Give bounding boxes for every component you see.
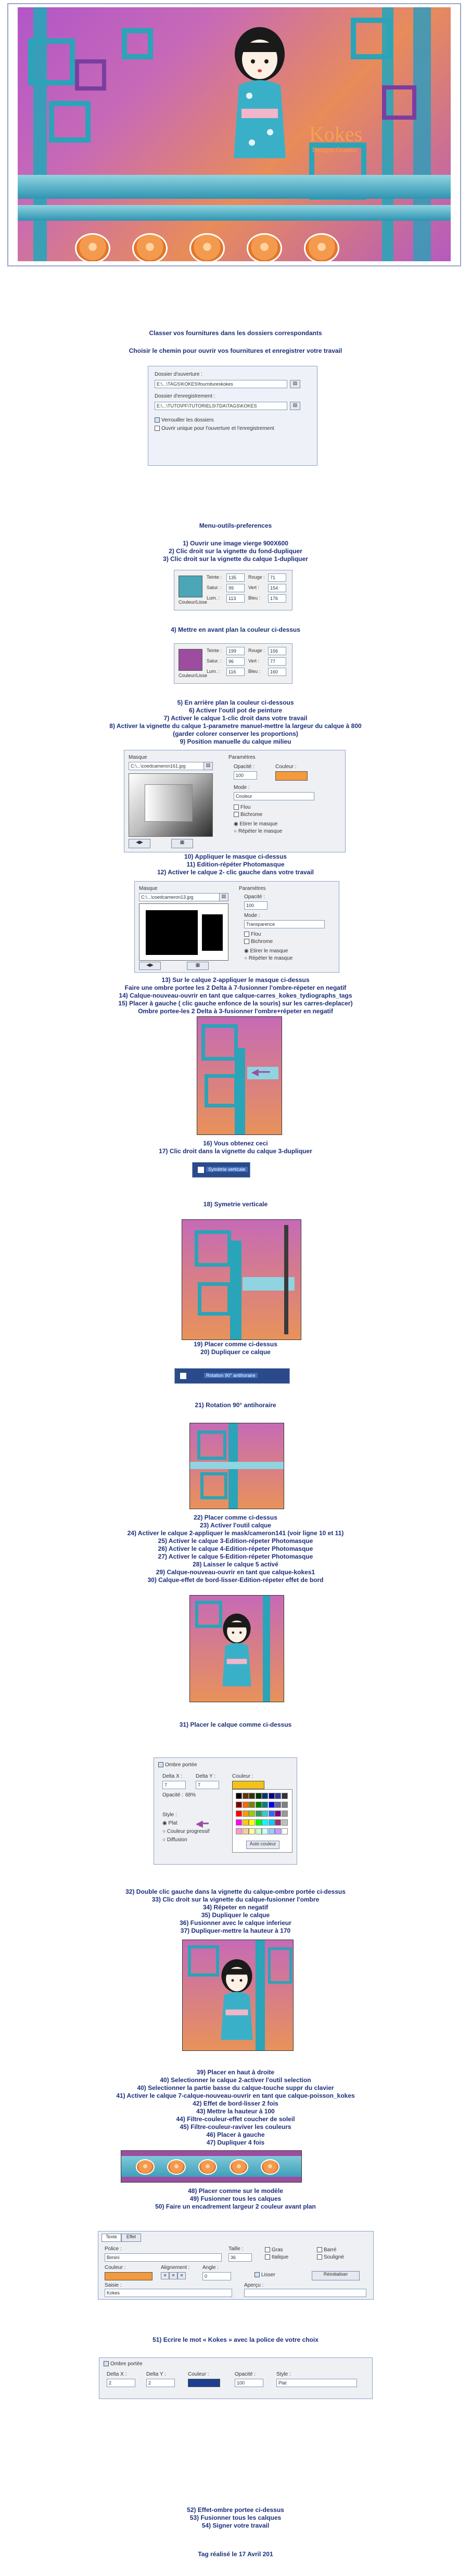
step-22: 22) Placer comme ci-dessus: [194, 1514, 277, 1521]
open-folder-label: Dossier d'ouverture :: [155, 372, 202, 377]
delta-x-label: Delta X :: [162, 1774, 183, 1779]
stretch-mask-radio[interactable]: ◉ Etirer le masque: [244, 948, 288, 954]
drop-shadow-label: Ombre portée: [165, 1762, 197, 1768]
step-47: 47) Dupliquer 4 fois: [206, 2139, 265, 2146]
step-32: 32) Double clic gauche dans la vignette du calque-ombre portée ci-dessus: [125, 1888, 346, 1895]
palette-swatch[interactable]: [249, 1828, 255, 1834]
drop-shadow-label: Ombre portée: [110, 2361, 143, 2367]
step-42: 42) Effet de bord-lisser 2 fois: [193, 2100, 278, 2107]
kokeshi-doll-image: [216, 1956, 258, 2044]
step-4: 4) Mettre en avant plan la couleur ci-dessus: [171, 626, 300, 633]
layer-thumbnail-icon: [180, 1373, 186, 1379]
step-9: 9) Position manuelle du calque milieu: [180, 738, 291, 745]
step-49: 49) Fusionner tous les calques: [189, 2195, 282, 2202]
opacity-label: Opacité :: [234, 764, 255, 770]
mode-label: Mode :: [234, 785, 250, 790]
drop-shadow-dialog-1: [154, 1757, 297, 1865]
palette-swatch[interactable]: [275, 1828, 281, 1834]
step-40-note: 40) Selectionner la partie basse du calque-touche suppr du clavier: [137, 2084, 334, 2092]
color-swatch[interactable]: [232, 1781, 264, 1789]
palette-swatch[interactable]: [275, 1802, 281, 1808]
input-label: Saisie :: [105, 2282, 122, 2288]
mask-label: Masque: [139, 886, 158, 891]
step-34: 34) Répeter en negatif: [202, 1904, 269, 1911]
step-24: 24) Activer le calque 2-appliquer le mask/cameron141 (voir ligne 10 et 11): [127, 1529, 344, 1537]
size-label: Taille :: [228, 2246, 244, 2252]
intro-line-2: Choisir le chemin pour ouvrir vos fournitures et enregistrer votre travail: [129, 347, 342, 354]
saturation-field[interactable]: 99: [226, 584, 245, 592]
menu-item-vertical-flip[interactable]: Symétrie verticale: [206, 1167, 248, 1172]
params-label: Paramètres: [228, 755, 256, 760]
antialias-label: Lisser: [261, 2272, 275, 2278]
palette-swatch[interactable]: [262, 1802, 268, 1808]
step-40: 40) Selectionner le calque 2-activer l'outil selection: [160, 2076, 311, 2084]
step-26: 26) Activer le calque 4-Edition-répeter Photomasque: [158, 1545, 313, 1552]
opacity-field[interactable]: 100: [244, 901, 268, 910]
lock-folders-label: Verrouiller les dossiers: [161, 417, 214, 423]
bold-label: Gras: [272, 2247, 283, 2253]
save-folder-field[interactable]: E:\...\TUTO\PF\TUTORIELS\TDA\TAGS\KOKES: [155, 402, 287, 410]
palette-swatch[interactable]: [262, 1819, 268, 1826]
palette-swatch[interactable]: [269, 1810, 275, 1817]
step-33: 33) Clic droit sur la vignette du calque-fusionner l'ombre: [151, 1896, 320, 1903]
palette-swatch[interactable]: [243, 1802, 249, 1808]
reset-button[interactable]: Réinitialiser: [312, 2271, 360, 2280]
square-decoration: [49, 101, 91, 143]
palette-swatch[interactable]: [243, 1828, 249, 1834]
color-swatch[interactable]: [188, 2379, 220, 2387]
lightness-label: Lum. :: [207, 669, 220, 674]
browse-left-button[interactable]: ◀▶: [129, 839, 150, 848]
color-label: Couleur :: [105, 2265, 126, 2271]
step-29: 29) Calque-nouveau-ouvrir en tant que calque-kokes1: [156, 1568, 315, 1576]
bichrome-checkbox[interactable]: [244, 939, 273, 945]
stretch-mask-radio[interactable]: ◉ Etirer le masque: [234, 821, 278, 827]
lightness-field[interactable]: 116: [226, 668, 245, 676]
palette-swatch[interactable]: [269, 1819, 275, 1826]
palette-swatch[interactable]: [269, 1793, 275, 1799]
color-swatch: [179, 576, 202, 597]
style-gradient-radio[interactable]: ○ Couleur progressif: [162, 1829, 210, 1834]
browse-left-button[interactable]: ◀▶: [139, 962, 161, 970]
color-swatch[interactable]: [105, 2272, 152, 2280]
delta-x-field[interactable]: 2: [107, 2379, 135, 2387]
text-input[interactable]: Kokes: [105, 2289, 232, 2297]
font-label: Police :: [105, 2246, 122, 2252]
blue-label: Bleu :: [248, 669, 261, 674]
mode-label: Mode :: [244, 913, 260, 919]
fish-ornament: [189, 233, 225, 261]
style-diffuse-radio[interactable]: ○ Diffusion: [162, 1837, 187, 1843]
tab-effect[interactable]: Effet: [121, 2234, 141, 2242]
teal-band: [18, 205, 451, 221]
intro-line-1: Classer vos fournitures dans les dossiers correspondants: [149, 329, 322, 337]
footer-note: Tag réalisé le 17 Avril 201: [198, 2551, 273, 2558]
menu-strip-1: [192, 1162, 250, 1178]
color-label: Couleur :: [232, 1774, 253, 1779]
opacity-value[interactable]: 68%: [185, 1792, 196, 1798]
grid-view-button[interactable]: ▦: [187, 962, 209, 970]
palette-grid: [236, 1793, 289, 1838]
palette-swatch[interactable]: [275, 1793, 281, 1799]
mask-file-field[interactable]: C:\...\coedcameron161.jpg: [129, 762, 204, 770]
step-3: 3) Clic droit sur la vignette du calque 1-dupliquer: [163, 555, 308, 563]
result-preview-2: [182, 1219, 301, 1340]
repeat-mask-radio[interactable]: ○ Répéter le masque: [234, 828, 283, 834]
drop-shadow-checkbox[interactable]: [104, 2361, 143, 2367]
step-15-note: Ombre portee-les 2 Delta à 3-fusionner l'ombre+répeter en negatif: [138, 1008, 333, 1015]
blur-label: Flou: [240, 805, 251, 810]
preview-box: [244, 2289, 366, 2297]
mask-dialog-2: [134, 881, 339, 973]
delta-y-field[interactable]: 2: [146, 2379, 175, 2387]
red-label: Rouge :: [248, 648, 265, 653]
lock-folders-checkbox[interactable]: [155, 417, 214, 423]
saturation-label: Satur. :: [207, 585, 222, 590]
step-8: 8) Activer la vignette du calque 1-parametre manuel-mettre la largeur du calque à 800: [109, 722, 362, 730]
delta-y-label: Delta Y :: [146, 2371, 166, 2377]
auto-color-button[interactable]: Auto couleur: [246, 1841, 279, 1849]
repeat-mask-label: Répéter le masque: [238, 828, 283, 834]
result-preview-4: [189, 1595, 284, 1702]
square-decoration: [122, 28, 153, 59]
palette-swatch[interactable]: [282, 1793, 288, 1799]
color-values-panel-1: [174, 570, 292, 610]
style-diffuse-label: Diffusion: [167, 1837, 187, 1843]
result-preview-3: [189, 1423, 284, 1509]
opacity-field[interactable]: 100: [234, 771, 257, 780]
green-field[interactable]: 154: [268, 584, 286, 592]
delta-x-field[interactable]: 7: [162, 1781, 186, 1789]
alignment-label: Alignement :: [161, 2265, 190, 2271]
palette-swatch[interactable]: [282, 1828, 288, 1834]
fish-ornament: [132, 233, 168, 261]
repeat-mask-radio[interactable]: ○ Répéter le masque: [244, 955, 293, 961]
palette-swatch[interactable]: [243, 1810, 249, 1817]
step-43: 43) Mettre la hauteur à 100: [196, 2108, 275, 2115]
stretch-mask-label: Etirer le masque: [250, 948, 288, 954]
step-14: 14) Calque-nouveau-ouvrir en tant que calque-carres_kokes_tydiographs_tags: [119, 992, 352, 999]
palette-swatch[interactable]: [249, 1819, 255, 1826]
result-preview-1: [197, 1016, 282, 1135]
green-label: Vert :: [248, 658, 260, 664]
menu-item-rotate[interactable]: Rotation 90° antihoraire: [204, 1373, 258, 1378]
align-center-icon[interactable]: ≡: [169, 2272, 177, 2279]
step-25: 25) Activer le calque 3-Edition-répeter Photomasque: [158, 1537, 313, 1545]
hue-label: Teinte :: [207, 575, 222, 580]
color-values-panel-2: [174, 643, 292, 684]
teal-band: [18, 175, 451, 199]
step-23: 23) Activer l'outil calque: [199, 1522, 272, 1529]
color-palette-popup: [232, 1789, 292, 1853]
palette-swatch[interactable]: [236, 1802, 242, 1808]
style-select[interactable]: Plat: [276, 2379, 357, 2387]
underline-checkbox[interactable]: [317, 2254, 344, 2260]
preferences-dialog: [148, 366, 317, 466]
step-37: 37) Dupliquer-mettre la hauteur à 170: [180, 1927, 291, 1934]
antialias-checkbox[interactable]: [254, 2272, 275, 2278]
step-51: 51) Ecrire le mot « Kokes » avec la police de votre choix: [152, 2336, 319, 2343]
mask-label: Masque: [129, 755, 147, 760]
style-label: Style :: [276, 2371, 291, 2377]
bichrome-checkbox[interactable]: [234, 812, 262, 818]
step-1: 1) Ouvrir une image vierge 900X600: [183, 540, 288, 547]
open-folder-field[interactable]: E:\...\TAGS\KOKES\fournitureskokes: [155, 380, 287, 388]
mode-select[interactable]: Couleur: [234, 792, 314, 800]
banner-frame: [7, 3, 461, 266]
palette-swatch[interactable]: [282, 1802, 288, 1808]
square-decoration: [75, 59, 106, 91]
lightness-field[interactable]: 113: [226, 594, 245, 603]
mode-select[interactable]: Transparence: [244, 920, 325, 928]
palette-swatch[interactable]: [236, 1810, 242, 1817]
underline-label: Souligné: [324, 2254, 344, 2260]
green-field[interactable]: 77: [268, 657, 286, 666]
palette-swatch[interactable]: [282, 1819, 288, 1826]
step-21: 21) Rotation 90° antihoraire: [195, 1401, 276, 1409]
saturation-field[interactable]: 96: [226, 657, 245, 666]
kokeshi-doll-image: [226, 23, 294, 163]
strike-label: Barré: [324, 2247, 337, 2253]
mask-preview: [129, 773, 213, 837]
step-53: 53) Fusionner tous les calques: [189, 2514, 282, 2521]
green-label: Vert :: [248, 585, 260, 590]
style-flat-label: Plat: [168, 1820, 177, 1826]
palette-swatch[interactable]: [236, 1819, 242, 1826]
step-54: 54) Signer votre travail: [201, 2522, 270, 2529]
step-46: 46) Placer à gauche: [206, 2131, 265, 2138]
palette-swatch[interactable]: [269, 1828, 275, 1834]
banner-artwork: [18, 7, 451, 261]
bichrome-label: Bichrome: [251, 939, 273, 945]
preview-label: Aperçu :: [244, 2282, 264, 2288]
size-field[interactable]: 36: [228, 2253, 252, 2262]
fish-band-preview: [121, 2150, 302, 2183]
opacity-label: Opacité :: [162, 1792, 184, 1798]
step-8-note: (garder colorer conserver les proportions): [173, 730, 298, 737]
hue-field[interactable]: 135: [226, 573, 245, 582]
color-swatch[interactable]: [275, 771, 308, 781]
step-20: 20) Dupliquer ce calque: [200, 1348, 271, 1356]
red-field[interactable]: 71: [268, 573, 286, 582]
red-label: Rouge :: [248, 575, 265, 580]
single-folder-label: Ouvrir unique pour l'ouverture et l'enregistrement: [161, 426, 274, 431]
result-preview-5: [182, 1940, 294, 2051]
palette-swatch[interactable]: [256, 1819, 262, 1826]
layer-thumbnail-icon: [198, 1167, 204, 1173]
step-35: 35) Dupliquer le calque: [201, 1911, 270, 1919]
step-7: 7) Activer le calque 1-clic droit dans votre travail: [163, 715, 308, 722]
brand-name: Kokes: [309, 122, 363, 146]
step-6: 6) Activer l'outil pot de peinture: [188, 707, 283, 714]
align-right-icon[interactable]: ≡: [177, 2272, 186, 2279]
palette-swatch[interactable]: [236, 1793, 242, 1799]
delta-y-label: Delta Y :: [196, 1774, 215, 1779]
step-27: 27) Activer le calque 5-Edition-répeter Photomasque: [158, 1553, 313, 1560]
angle-field[interactable]: 0: [202, 2272, 231, 2280]
save-folder-label: Dossier d'enregistrement :: [155, 393, 215, 399]
step-11: 11) Edition-répéter Photomasque: [186, 861, 285, 868]
folder-browse-icon[interactable]: ▤: [203, 762, 213, 770]
style-flat-radio[interactable]: ◉ Plat: [162, 1820, 177, 1826]
single-folder-checkbox[interactable]: [155, 426, 274, 431]
step-17: 17) Clic droit dans la vignette du calque 3-dupliquer: [159, 1147, 312, 1155]
color-label: Couleur :: [275, 764, 297, 770]
brand-subtitle: Designs.Graphic: [312, 146, 358, 154]
step-45: 45) Filtre-couleur-raviver les couleurs: [180, 2123, 291, 2131]
step-44: 44) Filtre-couleur-effet coucher de soleil: [176, 2115, 295, 2123]
step-39: 39) Placer en haut à droite: [196, 2069, 275, 2076]
palette-swatch[interactable]: [249, 1793, 255, 1799]
palette-swatch[interactable]: [269, 1802, 275, 1808]
color-swatch: [179, 649, 202, 671]
opacity-field[interactable]: 100: [235, 2379, 263, 2387]
hue-field[interactable]: 199: [226, 647, 245, 655]
blur-checkbox[interactable]: [244, 932, 261, 937]
opacity-label: Opacité :: [244, 894, 265, 900]
blur-checkbox[interactable]: [234, 805, 250, 810]
fish-ornament: [75, 233, 110, 261]
mask-preview: [139, 903, 228, 961]
kokeshi-doll-image: [218, 1606, 256, 1694]
italic-checkbox[interactable]: [265, 2254, 288, 2260]
repeat-mask-label: Répéter le masque: [248, 955, 293, 961]
blue-field[interactable]: 176: [268, 594, 286, 603]
step-menu: Menu-outils-preferences: [199, 522, 272, 529]
step-16: 16) Vous obtenez ceci: [203, 1140, 268, 1147]
hue-label: Teinte :: [207, 648, 222, 653]
step-5: 5) En arrière plan la couleur ci-dessous: [177, 699, 294, 706]
angle-label: Angle :: [202, 2265, 219, 2271]
square-decoration: [28, 39, 75, 85]
palette-swatch[interactable]: [236, 1828, 242, 1834]
palette-swatch[interactable]: [256, 1810, 262, 1817]
palette-swatch[interactable]: [249, 1802, 255, 1808]
delta-y-field[interactable]: 7: [196, 1781, 219, 1789]
mask-file-field[interactable]: C:\...\coedcameron13.jpg: [139, 893, 220, 901]
color-label: Couleur :: [188, 2371, 209, 2377]
style-gradient-label: Couleur progressif: [167, 1829, 210, 1834]
step-13: 13) Sur le calque 2-appliquer le masque ci-dessus: [161, 976, 310, 984]
teal-stripe: [413, 7, 431, 261]
opacity-label: Opacité :: [235, 2371, 256, 2377]
square-decoration: [351, 18, 392, 59]
step-48: 48) Placer comme sur le modèle: [188, 2187, 283, 2195]
step-10: 10) Appliquer le masque ci-dessus: [184, 853, 287, 860]
arrow-icon: ◀━━: [251, 1067, 270, 1077]
folder-browse-icon[interactable]: ▤: [290, 402, 300, 410]
palette-swatch[interactable]: [262, 1810, 268, 1817]
drop-shadow-checkbox[interactable]: [158, 1762, 197, 1768]
palette-swatch[interactable]: [262, 1793, 268, 1799]
mask-dialog-1: [124, 750, 346, 852]
saturation-label: Satur. :: [207, 658, 222, 664]
palette-swatch[interactable]: [249, 1810, 255, 1817]
blue-field[interactable]: 160: [268, 668, 286, 676]
bold-checkbox[interactable]: [265, 2247, 283, 2253]
style-label: Style :: [162, 1812, 177, 1818]
align-left-icon[interactable]: ≡: [161, 2272, 169, 2279]
blue-label: Bleu :: [248, 595, 261, 601]
drop-shadow-dialog-2: [99, 2357, 373, 2399]
strike-checkbox[interactable]: [317, 2247, 336, 2253]
lightness-label: Lum. :: [207, 595, 220, 601]
italic-label: Italique: [272, 2254, 289, 2260]
palette-swatch[interactable]: [256, 1793, 262, 1799]
folder-browse-icon[interactable]: ▤: [219, 893, 228, 901]
grid-view-button[interactable]: ▦: [171, 839, 193, 848]
stretch-mask-label: Etirer le masque: [239, 821, 278, 827]
step-31: 31) Placer le calque comme ci-dessus: [179, 1721, 292, 1728]
color-mode-label: Couleur/Lisse: [179, 673, 208, 678]
palette-swatch[interactable]: [243, 1819, 249, 1826]
folder-browse-icon[interactable]: ▤: [290, 380, 300, 388]
palette-swatch[interactable]: [262, 1828, 268, 1834]
palette-swatch[interactable]: [243, 1793, 249, 1799]
step-13-note: Faire une ombre portee les 2 Delta à 7-fusionner l'ombre-répeter en negatif: [124, 984, 347, 991]
step-28: 28) Laisser le calque 5 activé: [193, 1561, 278, 1568]
step-50: 50) Faire un encadrement largeur 2 couleur avant plan: [155, 2203, 316, 2210]
blur-label: Flou: [251, 932, 261, 937]
font-select[interactable]: Bimini: [105, 2253, 222, 2262]
step-19: 19) Placer comme ci-dessus: [194, 1341, 277, 1348]
text-dialog: [98, 2231, 374, 2300]
red-field[interactable]: 156: [268, 647, 286, 655]
palette-swatch[interactable]: [275, 1819, 281, 1826]
tab-text[interactable]: Texte: [101, 2234, 121, 2242]
step-18: 18) Symetrie verticale: [203, 1201, 268, 1208]
step-12: 12) Activer le calque 2- clic gauche dans votre travail: [157, 869, 314, 876]
params-label: Paramètres: [239, 886, 266, 891]
palette-swatch[interactable]: [256, 1802, 262, 1808]
arrow-icon: ◀━: [196, 1818, 209, 1829]
palette-swatch[interactable]: [275, 1810, 281, 1817]
fish-ornament: [247, 233, 282, 261]
palette-swatch[interactable]: [256, 1828, 262, 1834]
step-30: 30) Calque-effet de bord-lisser-Edition-répeter effet de bord: [147, 1576, 324, 1584]
delta-x-label: Delta X :: [107, 2371, 127, 2377]
step-15: 15) Placer à gauche ( clic gauche enfonce de la souris) sur les carres-deplacer): [118, 1000, 353, 1007]
color-mode-label: Couleur/Lisse: [179, 600, 208, 605]
step-52: 52) Effet-ombre portee ci-dessus: [187, 2506, 284, 2514]
menu-strip-2: [174, 1368, 290, 1384]
step-41: 41) Activer le calque 7-calque-nouveau-ouvrir en tant que calque-poisson_kokes: [116, 2092, 355, 2099]
bichrome-label: Bichrome: [240, 812, 263, 818]
step-36: 36) Fusionner avec le calque inferieur: [180, 1919, 291, 1927]
palette-swatch[interactable]: [282, 1810, 288, 1817]
step-2: 2) Clic droit sur la vignette du fond-dupliquer: [169, 547, 302, 555]
fish-ornament: [304, 233, 339, 261]
square-decoration: [382, 85, 416, 120]
